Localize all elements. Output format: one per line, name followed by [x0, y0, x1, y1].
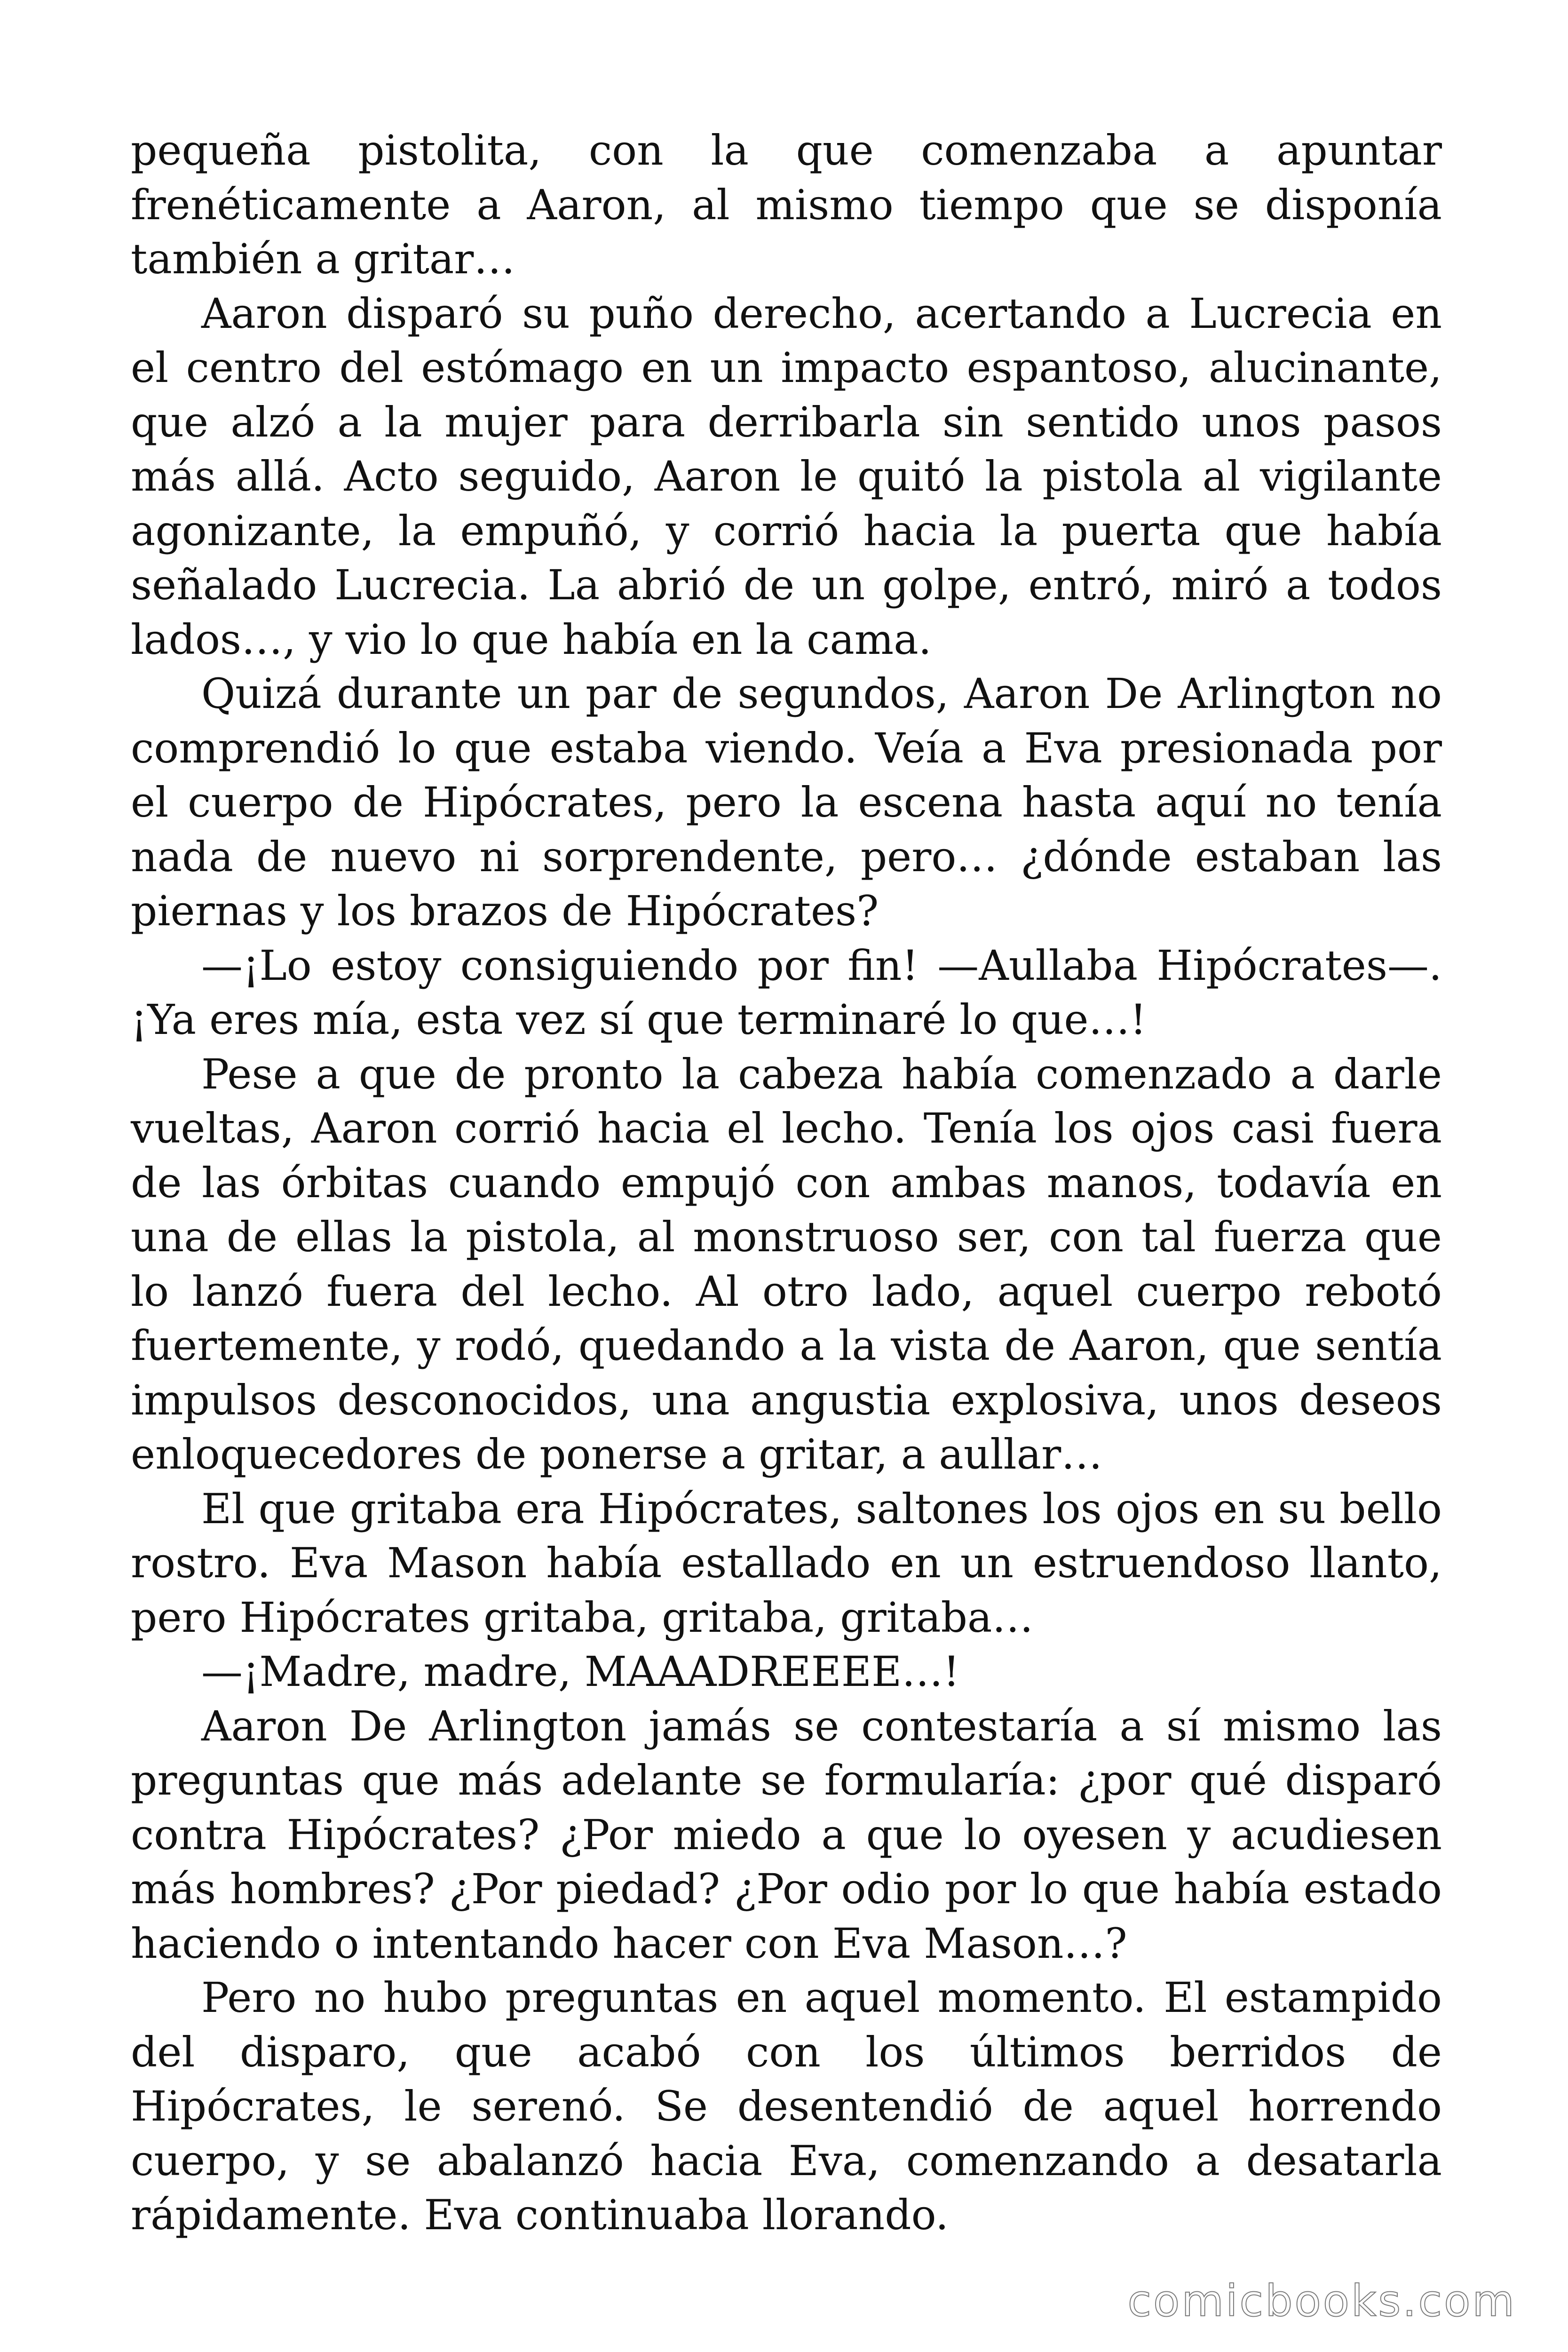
paragraph-6: El que gritaba era Hipócrates, saltones los ojos en su bello rostro. Eva Mason había estallado en un estruendoso llanto, pero Hipócrates gritaba, gritaba, gritaba…: [131, 1484, 1442, 1642]
paragraph-3: Quizá durante un par de segundos, Aaron De Arlington no comprendió lo que estaba viendo. Veía a Eva presionada por el cuerpo de Hipócrates, pero la escena hasta aquí no tenía nada de nuevo ni sorprendente, pero… ¿dónde estaban las piernas y los brazos de Hipócrates?: [131, 669, 1442, 935]
paragraph-8: Aaron De Arlington jamás se contestaría a sí mismo las preguntas que más adelante se formularía: ¿por qué disparó contra Hipócrates? ¿Por miedo a que lo oyesen y acudiesen más hombres? ¿Por piedad? ¿Por odio por lo que había estado haciendo o intentando hacer con Eva Mason…?: [131, 1701, 1442, 1968]
paragraph-4-dialogue: —¡Lo estoy consiguiendo por fin! —Aullaba Hipócrates—. ¡Ya eres mía, esta vez sí que terminaré lo que…!: [131, 941, 1442, 1044]
paragraph-9: Pero no hubo preguntas en aquel momento. El estampido del disparo, que acabó con los últimos berridos de Hipócrates, le serenó. Se desentendió de aquel horrendo cuerpo, y se abalanzó hacia Eva, comenzando a desatarla rápidamente. Eva continuaba llorando.: [131, 1973, 1442, 2239]
paragraph-5: Pese a que de pronto la cabeza había comenzado a darle vueltas, Aaron corrió hacia el lecho. Tenía los ojos casi fuera de las órbitas cuando empujó con ambas manos, todavía en una de ellas la pistola, al monstruoso ser, con tal fuerza que lo lanzó fuera del lecho. Al otro lado, aquel cuerpo rebotó fuertemente, y rodó, quedando a la vista de Aaron, que sentía impulsos desconocidos, una angustia explosiva, unos deseos enloquecedores de ponerse a gritar, a aullar…: [131, 1049, 1442, 1478]
paragraph-7-dialogue: —¡Madre, madre, MAAADREEEE…!: [201, 1647, 960, 1696]
watermark: comicbooks.com: [1127, 2276, 1516, 2326]
paragraph-2: Aaron disparó su puño derecho, acertando a Lucrecia en el centro del estómago en un impacto espantoso, alucinante, que alzó a la mujer para derribarla sin sentido unos pasos más allá. Acto seguido, Aaron le quitó la pistola al vigilante agonizante, la empuñó, y corrió hacia la puerta que había señalado Lucrecia. La abrió de un golpe, entró, miró a todos lados…, y vio lo que había en la cama.: [131, 289, 1442, 664]
page-text: [131, 123, 1442, 2242]
paragraph-1: pequeña pistolita, con la que comenzaba a apuntar frenéticamente a Aaron, al mismo tiempo que se disponía también a gritar…: [131, 126, 1442, 283]
